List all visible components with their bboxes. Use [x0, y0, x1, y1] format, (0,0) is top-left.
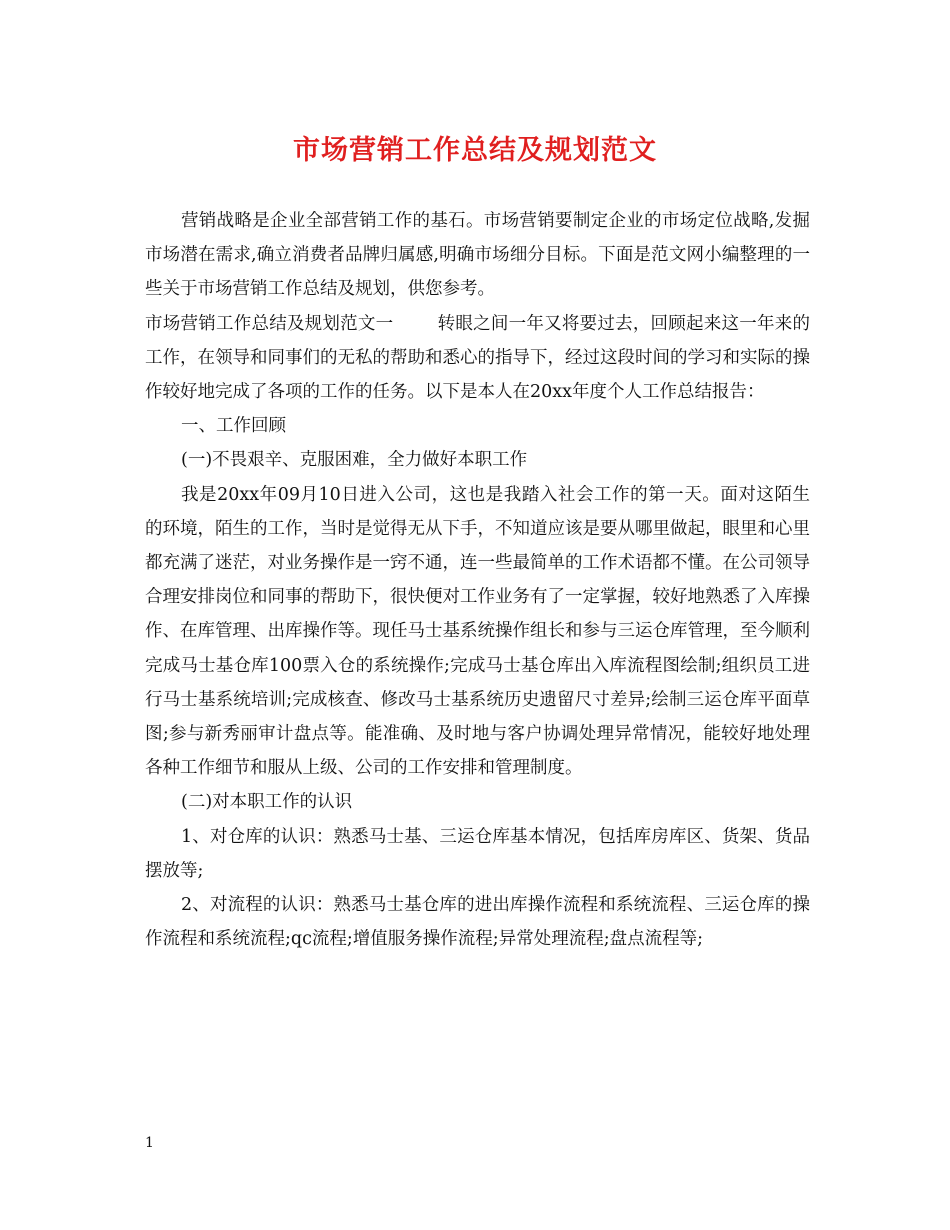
- page-number: 1: [145, 1135, 154, 1151]
- subsection-heading-2: (二)对本职工作的认识: [181, 792, 353, 813]
- intro-paragraph: 营销战略是企业全部营销工作的基石。市场营销要制定企业的市场定位战略,发掘市场潜在需求,确立消费者品牌归属感,明确市场细分目标。下面是范文网小编整理的一些关于市场营销工作总结及规划，供您参考。: [145, 211, 810, 300]
- section-heading-review: 一、工作回顾: [181, 416, 286, 437]
- join-company-paragraph: 我是20xx年09月10日进入公司，这也是我踏入社会工作的第一天。面对这陌生的环境，陌生的工作，当时是觉得无从下手，不知道应该是要从哪里做起，眼里和心里都充满了迷茫，对业务操作是一窍不通，连一些最简单的工作术语都不懂。在公司领导合理安排岗位和同事的帮助下，很快便对工作业务有了一定掌握，较好地熟悉了入库操作、在库管理、出库操作等。现任马士基系统操作组长和参与三运仓库管理，至今顺利完成马士基仓库100票入仓的系统操作;完成马士基仓库出入库流程图绘制;组织员工进行马士基系统培训;完成核查、修改马士基系统历史遗留尺寸差异;绘制三运仓库平面草图;参与新秀丽审计盘点等。能准确、及时地与客户协调处理异常情况，能较好地处理各种工作细节和服从上级、公司的工作安排和管理制度。: [145, 484, 810, 779]
- example-heading: 市场营销工作总结及规划范文一: [145, 313, 394, 334]
- document-title: 市场营销工作总结及规划范文: [293, 135, 657, 166]
- list-item-process: 2、对流程的认识：熟悉马士基仓库的进出库操作流程和系统流程、三运仓库的操作流程和系统流程;qc流程;增值服务操作流程;异常处理流程;盘点流程等;: [145, 895, 810, 950]
- example-body: 转眼之间一年又将要过去，回顾起来这一年来的工作，在领导和同事们的无私的帮助和悉心的指导下，经过这段时间的学习和实际的操作较好地完成了各项的工作的任务。以下是本人在20xx年度个人工作总结报告：: [145, 313, 811, 403]
- list-item-warehouse: 1、对仓库的认识：熟悉马士基、三运仓库基本情况，包括库房库区、货架、货品摆放等;: [145, 826, 810, 881]
- example-paragraph: [145, 307, 810, 410]
- document-body: [145, 204, 810, 956]
- subsection-heading-1: (一)不畏艰辛、克服困难，全力做好本职工作: [181, 450, 528, 471]
